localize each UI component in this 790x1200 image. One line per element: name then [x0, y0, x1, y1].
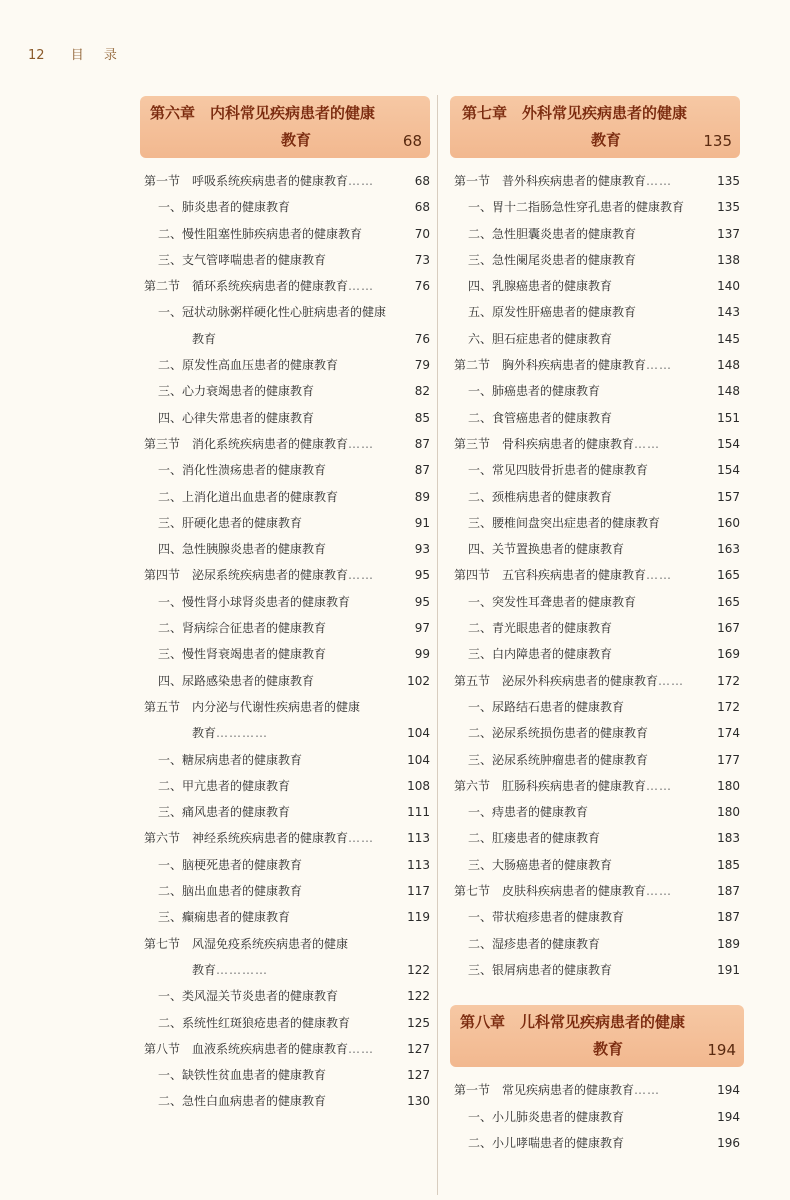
toc-entry-label: 三、心力衰竭患者的健康教育	[158, 384, 315, 399]
toc-entry[interactable]	[140, 1062, 430, 1088]
toc-page-number: 73	[414, 252, 430, 267]
toc-leader-dots: ……	[646, 174, 673, 188]
toc-page-number: 102	[407, 673, 430, 688]
toc-entry-label: 第七节 皮肤科疾病患者的健康教育	[454, 884, 647, 899]
toc-entry[interactable]	[450, 273, 740, 299]
toc-entry[interactable]	[140, 615, 430, 641]
toc-page-number: 154	[717, 436, 740, 451]
toc-section-entry[interactable]	[140, 273, 430, 299]
toc-leader-dots: ……	[348, 279, 375, 294]
toc-page-number: 113	[407, 857, 430, 872]
toc-entry[interactable]	[450, 247, 740, 273]
toc-entry-label: 三、白内障患者的健康教育	[468, 647, 613, 662]
toc-entry[interactable]	[450, 484, 740, 510]
column-divider	[437, 95, 438, 1195]
toc-entry-label: 三、慢性肾衰竭患者的健康教育	[158, 647, 327, 662]
toc-page-number: 167	[717, 621, 740, 636]
toc-page-number: 89	[414, 489, 430, 504]
chapter-title: 第七章 外科常见疾病患者的健康	[462, 104, 688, 122]
toc-entry[interactable]	[450, 825, 740, 851]
toc-entry-label: 四、心律失常患者的健康教育	[158, 410, 315, 425]
toc-entry[interactable]	[140, 720, 430, 746]
toc-section-entry[interactable]	[140, 168, 430, 194]
toc-page-number: 145	[717, 331, 740, 346]
toc-section-entry[interactable]	[140, 694, 430, 720]
toc-entry-label: 二、青光眼患者的健康教育	[468, 621, 613, 636]
toc-page-number: 104	[407, 726, 430, 741]
page-header	[28, 44, 125, 63]
toc-leader-dots: …………	[216, 726, 269, 741]
toc-entry-label: 二、系统性红斑狼疮患者的健康教育	[158, 1015, 351, 1030]
toc-entry[interactable]	[140, 773, 430, 799]
toc-page-number: 91	[414, 515, 430, 530]
toc-page-number: 108	[407, 778, 430, 793]
toc-page-number: 135	[717, 174, 740, 188]
toc-entry-label: 第三节 骨科疾病患者的健康教育	[454, 436, 635, 451]
toc-page-number: 135	[717, 200, 740, 215]
toc-page-number: 165	[717, 568, 740, 583]
toc-section-entry[interactable]	[450, 668, 740, 694]
toc-page-number: 157	[717, 489, 740, 504]
toc-entry-label: 四、乳腺癌患者的健康教育	[468, 279, 613, 294]
toc-page-number: 194	[717, 1083, 740, 1098]
toc-entry[interactable]	[450, 299, 740, 325]
toc-entry-label: 第二节 胸外科疾病患者的健康教育	[454, 358, 647, 373]
toc-page-number: 138	[717, 252, 740, 267]
toc-entry[interactable]	[450, 536, 740, 562]
toc-entry-label: 第一节 常见疾病患者的健康教育	[454, 1083, 635, 1098]
page-number: 12	[28, 48, 45, 63]
toc-page-number: 111	[407, 805, 430, 820]
toc-list	[450, 168, 740, 983]
toc-entry-label: 一、肺癌患者的健康教育	[468, 384, 601, 399]
toc-entry-label: 一、脑梗死患者的健康教育	[158, 857, 303, 872]
toc-leader-dots: ……	[646, 778, 673, 793]
toc-entry-label: 第四节 五官科疾病患者的健康教育	[454, 568, 647, 583]
toc-page-number: 122	[407, 962, 430, 977]
toc-list	[140, 168, 430, 1115]
toc-page-number: 113	[407, 831, 430, 846]
toc-page-number: 169	[717, 647, 740, 662]
toc-entry-label: 一、糖尿病患者的健康教育	[158, 752, 303, 767]
toc-entry[interactable]	[140, 457, 430, 483]
chapter-title: 第八章 儿科常见疾病患者的健康	[460, 1013, 686, 1032]
toc-entry-label: 三、银屑病患者的健康教育	[468, 962, 613, 977]
toc-entry-label: 二、肛瘘患者的健康教育	[468, 831, 601, 846]
toc-page-number: 183	[717, 831, 740, 846]
toc-entry[interactable]	[140, 904, 430, 930]
toc-page-number: 87	[414, 436, 430, 451]
toc-entry-label: 一、痔患者的健康教育	[468, 805, 589, 820]
page-title: 目 录	[70, 48, 125, 63]
toc-page-number: 185	[717, 857, 740, 872]
toc-entry-label: 二、小儿哮喘患者的健康教育	[468, 1135, 625, 1150]
toc-entry[interactable]	[140, 1010, 430, 1036]
toc-page-number: 148	[717, 384, 740, 399]
toc-entry-label: 第五节 内分泌与代谢性疾病患者的健康	[144, 699, 361, 714]
toc-section-entry[interactable]	[450, 431, 740, 457]
toc-page-number: 148	[717, 358, 740, 373]
toc-section-entry[interactable]	[140, 931, 430, 957]
toc-entry-label: 第六节 神经系统疾病患者的健康教育	[144, 831, 349, 846]
toc-entry[interactable]	[140, 378, 430, 404]
toc-entry-label: 三、腰椎间盘突出症患者的健康教育	[468, 515, 661, 530]
toc-entry-label: 二、甲亢患者的健康教育	[158, 778, 291, 793]
toc-page-number: 104	[407, 752, 430, 767]
toc-entry-label: 第七节 风湿免疫系统疾病患者的健康	[144, 936, 349, 951]
toc-leader-dots: ……	[658, 673, 685, 688]
toc-leader-dots: ……	[348, 568, 375, 583]
toc-entry[interactable]	[140, 221, 430, 247]
chapter-heading[interactable]	[140, 96, 430, 158]
toc-section-entry[interactable]	[140, 1036, 430, 1062]
toc-entry-label: 教育	[192, 331, 217, 346]
toc-page-number: 165	[717, 594, 740, 609]
toc-page-number: 122	[407, 989, 430, 1004]
toc-page-number: 174	[717, 726, 740, 741]
toc-entry[interactable]	[450, 194, 740, 220]
toc-entry-label: 一、小儿肺炎患者的健康教育	[468, 1109, 625, 1124]
toc-entry-label: 一、冠状动脉粥样硬化性心脏病患者的健康	[158, 305, 387, 320]
toc-entry[interactable]	[140, 326, 430, 352]
toc-entry[interactable]	[140, 1088, 430, 1114]
toc-entry[interactable]	[450, 957, 740, 983]
toc-section-entry[interactable]	[450, 878, 740, 904]
toc-page-number: 68	[414, 200, 430, 215]
toc-entry-label: 一、胃十二指肠急性穿孔患者的健康教育	[468, 200, 685, 215]
toc-page-number: 177	[717, 752, 740, 767]
toc-entry-label: 二、泌尿系统损伤患者的健康教育	[468, 726, 649, 741]
toc-leader-dots: ……	[646, 884, 673, 899]
toc-section-entry[interactable]	[450, 562, 740, 588]
toc-entry-label: 一、肺炎患者的健康教育	[158, 200, 291, 215]
toc-leader-dots: ……	[646, 358, 673, 373]
toc-page-number: 140	[717, 279, 740, 294]
toc-entry[interactable]	[140, 405, 430, 431]
chapter-heading[interactable]	[450, 1005, 744, 1067]
toc-entry[interactable]	[140, 484, 430, 510]
toc-entry-label: 二、急性胆囊炎患者的健康教育	[468, 226, 637, 241]
toc-entry-label: 二、原发性高血压患者的健康教育	[158, 358, 339, 373]
chapter-page: 135	[703, 132, 732, 150]
toc-entry-label: 一、缺铁性贫血患者的健康教育	[158, 1068, 327, 1083]
toc-leader-dots: ……	[348, 1041, 375, 1056]
chapter-title-cont: 教育	[590, 131, 621, 149]
toc-page-number: 70	[414, 226, 430, 241]
toc-page-number: 93	[414, 542, 430, 557]
toc-entry[interactable]	[450, 720, 740, 746]
toc-entry[interactable]	[450, 904, 740, 930]
chapter-page: 68	[402, 132, 422, 150]
toc-leader-dots: ……	[348, 436, 375, 451]
toc-section-entry[interactable]	[140, 431, 430, 457]
toc-entry[interactable]	[450, 1104, 740, 1130]
toc-page-number: 95	[414, 568, 430, 583]
toc-entry-label: 二、脑出血患者的健康教育	[158, 884, 303, 899]
toc-entry[interactable]	[450, 641, 740, 667]
toc-page-number: 143	[717, 305, 740, 320]
toc-entry-label: 第三节 消化系统疾病患者的健康教育	[144, 436, 349, 451]
toc-page-number: 119	[407, 910, 430, 925]
toc-entry[interactable]	[450, 931, 740, 957]
toc-entry[interactable]	[450, 747, 740, 773]
toc-leader-dots: ……	[348, 174, 375, 188]
toc-entry[interactable]	[450, 378, 740, 404]
toc-entry-label: 三、急性阑尾炎患者的健康教育	[468, 252, 637, 267]
toc-right-column	[450, 96, 740, 1156]
toc-page-number: 127	[407, 1041, 430, 1056]
toc-section-entry[interactable]	[450, 352, 740, 378]
toc-page-number: 180	[717, 778, 740, 793]
toc-entry-label: 三、肝硬化患者的健康教育	[158, 515, 303, 530]
toc-page-number: 76	[414, 331, 430, 346]
toc-page-number: 82	[414, 384, 430, 399]
toc-entry-label: 教育	[192, 962, 217, 977]
toc-page-number: 117	[407, 884, 430, 899]
toc-page-number: 125	[407, 1015, 430, 1030]
toc-page-number: 160	[717, 515, 740, 530]
toc-entry-label: 教育	[192, 726, 217, 741]
toc-page-number: 172	[717, 699, 740, 714]
toc-entry[interactable]	[140, 352, 430, 378]
toc-entry-label: 二、上消化道出血患者的健康教育	[158, 489, 339, 504]
chapter-page: 194	[707, 1041, 736, 1060]
toc-page-number: 95	[414, 594, 430, 609]
toc-section-entry[interactable]	[450, 1077, 740, 1103]
toc-entry-label: 二、肾病综合征患者的健康教育	[158, 621, 327, 636]
toc-entry-label: 四、急性胰腺炎患者的健康教育	[158, 542, 327, 557]
toc-entry[interactable]	[450, 221, 740, 247]
toc-entry[interactable]	[450, 799, 740, 825]
toc-entry[interactable]	[450, 457, 740, 483]
toc-entry-label: 四、关节置换患者的健康教育	[468, 542, 625, 557]
toc-leader-dots: ……	[348, 831, 375, 846]
toc-page-number: 151	[717, 410, 740, 425]
toc-entry-label: 三、痛风患者的健康教育	[158, 805, 291, 820]
toc-entry[interactable]	[450, 1130, 740, 1156]
toc-page-number: 172	[717, 673, 740, 688]
toc-entry-label: 二、颈椎病患者的健康教育	[468, 489, 613, 504]
chapter-title-cont: 教育	[280, 131, 311, 149]
toc-entry[interactable]	[140, 957, 430, 983]
toc-entry-label: 第一节 普外科疾病患者的健康教育	[454, 174, 647, 188]
toc-entry-label: 二、急性白血病患者的健康教育	[158, 1094, 327, 1109]
toc-entry-label: 第五节 泌尿外科疾病患者的健康教育	[454, 673, 659, 688]
toc-leader-dots: ……	[646, 568, 673, 583]
toc-entry[interactable]	[450, 694, 740, 720]
toc-entry[interactable]	[140, 983, 430, 1009]
toc-leader-dots: ……	[634, 436, 661, 451]
toc-entry-label: 一、常见四肢骨折患者的健康教育	[468, 463, 649, 478]
toc-page-number: 99	[414, 647, 430, 662]
toc-entry[interactable]	[140, 194, 430, 220]
toc-entry[interactable]	[450, 852, 740, 878]
toc-entry[interactable]	[450, 589, 740, 615]
toc-leader-dots: ……	[634, 1083, 661, 1098]
toc-page-number: 130	[407, 1094, 430, 1109]
toc-page-number: 85	[414, 410, 430, 425]
toc-entry[interactable]	[140, 589, 430, 615]
toc-entry[interactable]	[140, 668, 430, 694]
toc-leader-dots: …………	[216, 962, 269, 977]
chapter-title: 第六章 内科常见疾病患者的健康	[150, 104, 376, 122]
toc-entry-label: 第六节 肛肠科疾病患者的健康教育	[454, 778, 647, 793]
toc-page-number: 97	[414, 621, 430, 636]
toc-entry[interactable]	[140, 878, 430, 904]
toc-entry[interactable]	[140, 641, 430, 667]
toc-page-number: 180	[717, 805, 740, 820]
toc-page-number: 137	[717, 226, 740, 241]
toc-entry-label: 一、尿路结石患者的健康教育	[468, 699, 625, 714]
toc-page-number: 189	[717, 936, 740, 951]
toc-entry-label: 一、带状疱疹患者的健康教育	[468, 910, 625, 925]
toc-page-number: 87	[414, 463, 430, 478]
toc-page-number: 79	[414, 358, 430, 373]
toc-entry-label: 二、湿疹患者的健康教育	[468, 936, 601, 951]
toc-page-number: 154	[717, 463, 740, 478]
toc-left-column	[140, 96, 430, 1115]
toc-entry[interactable]	[140, 247, 430, 273]
toc-section-entry[interactable]	[140, 562, 430, 588]
toc-page-number: 127	[407, 1068, 430, 1083]
toc-entry-label: 四、尿路感染患者的健康教育	[158, 673, 315, 688]
toc-entry[interactable]	[140, 852, 430, 878]
toc-page-number: 187	[717, 910, 740, 925]
toc-entry[interactable]	[140, 536, 430, 562]
toc-section-entry[interactable]	[140, 825, 430, 851]
toc-entry-label: 一、突发性耳聋患者的健康教育	[468, 594, 637, 609]
chapter-heading[interactable]	[450, 96, 740, 158]
toc-section-entry[interactable]	[450, 168, 740, 194]
toc-entry-label: 三、大肠癌患者的健康教育	[468, 857, 613, 872]
chapter-title-cont: 教育	[592, 1040, 623, 1059]
toc-page-number: 196	[717, 1135, 740, 1150]
toc-entry[interactable]	[450, 405, 740, 431]
toc-page-number: 68	[414, 174, 430, 188]
toc-list	[450, 1077, 740, 1156]
toc-page-number: 163	[717, 542, 740, 557]
toc-entry-label: 第八节 血液系统疾病患者的健康教育	[144, 1041, 349, 1056]
toc-entry[interactable]	[450, 615, 740, 641]
toc-section-entry[interactable]	[450, 773, 740, 799]
toc-page-number: 76	[414, 279, 430, 294]
toc-entry-label: 第一节 呼吸系统疾病患者的健康教育	[144, 174, 349, 188]
toc-page-number: 194	[717, 1109, 740, 1124]
toc-entry-label: 六、胆石症患者的健康教育	[468, 331, 613, 346]
toc-entry[interactable]	[140, 299, 430, 325]
toc-entry-label: 第四节 泌尿系统疾病患者的健康教育	[144, 568, 349, 583]
toc-entry-label: 第二节 循环系统疾病患者的健康教育	[144, 279, 349, 294]
toc-entry-label: 二、慢性阻塞性肺疾病患者的健康教育	[158, 226, 363, 241]
toc-entry-label: 三、支气管哮喘患者的健康教育	[158, 252, 327, 267]
toc-entry-label: 一、类风湿关节炎患者的健康教育	[158, 989, 339, 1004]
toc-entry-label: 五、原发性肝癌患者的健康教育	[468, 305, 637, 320]
toc-entry[interactable]	[450, 510, 740, 536]
toc-entry-label: 二、食管癌患者的健康教育	[468, 410, 613, 425]
toc-entry[interactable]	[140, 747, 430, 773]
toc-page-number: 191	[717, 962, 740, 977]
toc-entry[interactable]	[450, 326, 740, 352]
toc-entry-label: 三、泌尿系统肿瘤患者的健康教育	[468, 752, 649, 767]
toc-entry[interactable]	[140, 799, 430, 825]
toc-entry-label: 三、癫痫患者的健康教育	[158, 910, 291, 925]
toc-page-number: 187	[717, 884, 740, 899]
toc-entry[interactable]	[140, 510, 430, 536]
toc-entry-label: 一、消化性溃疡患者的健康教育	[158, 463, 327, 478]
toc-entry-label: 一、慢性肾小球肾炎患者的健康教育	[158, 594, 351, 609]
